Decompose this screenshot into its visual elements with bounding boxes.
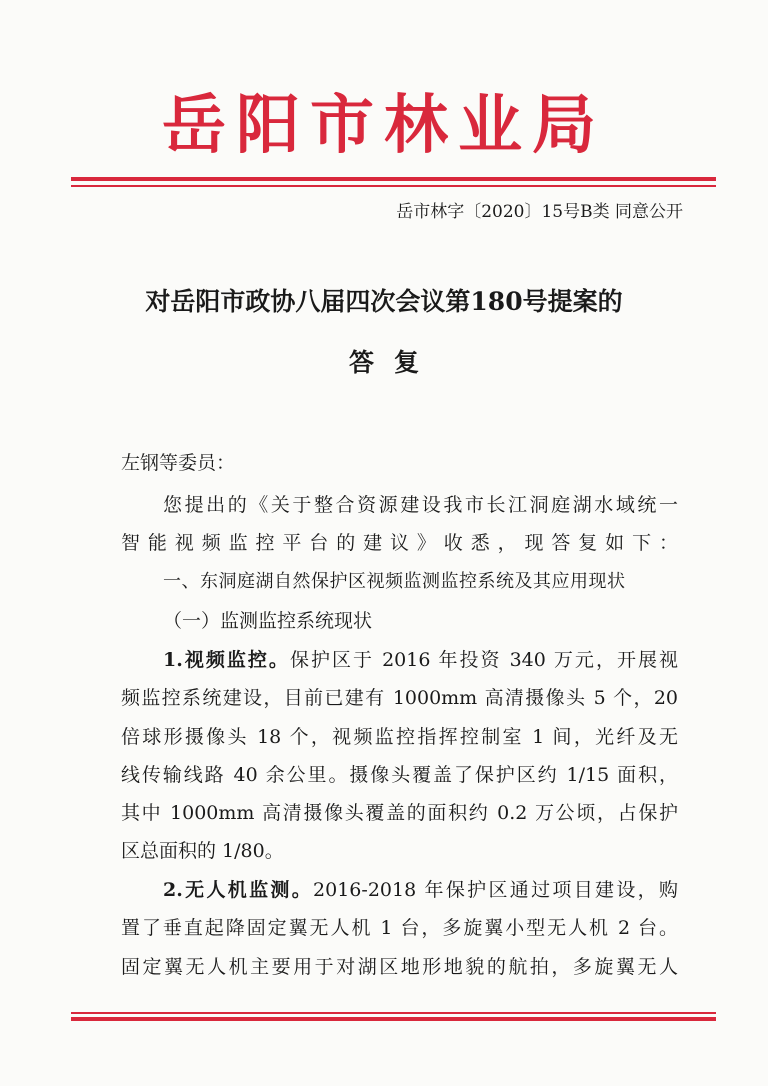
salutation: 左钢等委员： bbox=[121, 452, 236, 474]
letterhead-rule-thick bbox=[71, 177, 716, 181]
document-title-line-1: 对岳阳市政协八届四次会议第180号提案的 bbox=[145, 287, 623, 316]
footer-rule-thin bbox=[71, 1012, 716, 1014]
item-2-lead: 2.无人机监测。 bbox=[163, 879, 314, 901]
subsection-1-heading: （一）监测监控系统现状 bbox=[163, 610, 373, 632]
letterhead-org-name: 岳阳市林业局 bbox=[162, 89, 606, 163]
item-1-line-3: 倍球形摄像头 18 个，视频监控指挥控制室 1 间，光纤及无 bbox=[121, 726, 678, 748]
item-1-first-line bbox=[163, 647, 678, 673]
item-2-line-2: 置了垂直起降固定翼无人机 1 台，多旋翼小型无人机 2 台。 bbox=[121, 917, 678, 939]
item-2-line-3: 固定翼无人机主要用于对湖区地形地貌的航拍，多旋翼无人 bbox=[121, 956, 678, 978]
item-1-line-6: 区总面积的 1/80。 bbox=[121, 840, 284, 862]
item-1-first-line-text: 保护区于 2016 年投资 340 万元，开展视 bbox=[289, 649, 679, 671]
item-2-first-line-text: 2016-2018 年保护区通过项目建设，购 bbox=[313, 879, 678, 901]
letterhead-rule-thin bbox=[71, 185, 716, 187]
document-number: 岳市林字〔2020〕15号B类 同意公开 bbox=[396, 202, 683, 222]
intro-line-1: 您提出的《关于整合资源建设我市长江洞庭湖水域统一 bbox=[163, 494, 678, 516]
item-1-line-2: 频监控系统建设，目前已建有 1000mm 高清摄像头 5 个，20 bbox=[121, 687, 678, 709]
section-1-heading: 一、东洞庭湖自然保护区视频监测监控系统及其应用现状 bbox=[163, 571, 626, 592]
item-1-line-4: 线传输线路 40 余公里。摄像头覆盖了保护区约 1/15 面积， bbox=[121, 764, 678, 786]
item-1-lead: 1.视频监控。 bbox=[163, 649, 290, 671]
footer-rule-thick bbox=[71, 1017, 716, 1021]
document-title-line-2: 答复 bbox=[348, 348, 439, 377]
intro-line-2: 智能视频监控平台的建议》收悉，现答复如下： bbox=[121, 532, 678, 554]
item-1-line-5: 其中 1000mm 高清摄像头覆盖的面积约 0.2 万公顷，占保护 bbox=[121, 802, 678, 824]
item-2-first-line bbox=[163, 877, 678, 903]
